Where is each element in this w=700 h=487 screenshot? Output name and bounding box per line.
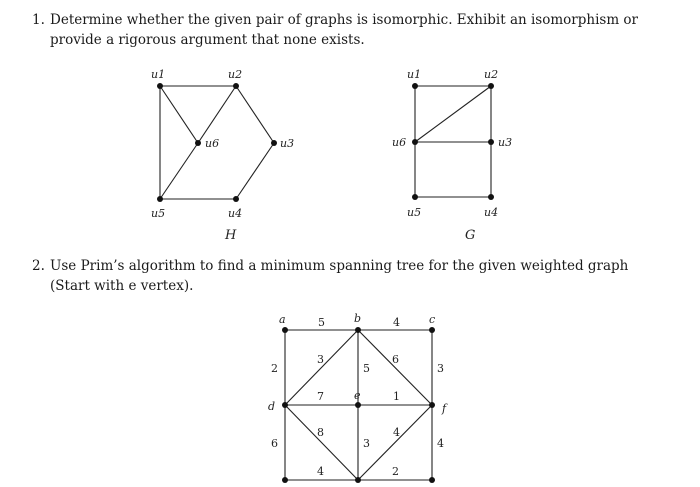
h-edge-u6-u5	[160, 143, 198, 199]
g-label-u5: u5	[407, 206, 422, 219]
problem-1-text: Determine whether the given pair of graphs is isomorphic. Exhibit an isomorphism or provide a rigorous argument that none exists.	[50, 12, 638, 48]
g-label-u6: u6	[392, 136, 407, 149]
g-label-u2: u2	[484, 68, 499, 81]
weight-f-i: 4	[437, 437, 444, 450]
graph-g	[392, 68, 512, 243]
w-vertex-bottom-middle	[355, 477, 361, 483]
w-vertex-e	[355, 402, 361, 408]
w-label-f: f	[442, 402, 447, 415]
h-edge-u2-u3	[236, 86, 274, 143]
h-edge-u6-u2	[198, 86, 236, 143]
weight-a-d: 2	[271, 362, 278, 375]
g-caption: G	[465, 228, 476, 243]
w-vertex-b	[355, 327, 361, 333]
weight-g-h: 4	[317, 465, 324, 478]
w-label-e: e	[354, 389, 361, 402]
g-vertex-u3	[488, 139, 494, 145]
weight-e-h: 3	[363, 437, 370, 450]
weight-b-c: 4	[393, 316, 400, 329]
w-label-c: c	[429, 313, 436, 326]
problem-2-text: Use Prim’s algorithm to find a minimum spanning tree for the given weighted graph (Start with e vertex).	[50, 258, 629, 294]
weight-d-h: 8	[317, 426, 324, 439]
h-vertex-u4	[233, 196, 239, 202]
w-vertex-bottom-left	[282, 477, 288, 483]
weight-c-f: 3	[437, 362, 444, 375]
h-edge-u1-u6	[160, 86, 198, 143]
problem-2-number: 2.	[32, 258, 45, 274]
h-label-u4: u4	[228, 207, 243, 220]
g-label-u3: u3	[498, 136, 513, 149]
weight-a-b: 5	[318, 316, 325, 329]
weight-d-e: 7	[317, 390, 324, 403]
h-vertex-u6	[195, 140, 201, 146]
g-vertex-u4	[488, 194, 494, 200]
h-label-u1: u1	[151, 68, 166, 81]
g-label-u1: u1	[407, 68, 422, 81]
w-label-d: d	[268, 400, 276, 413]
weight-d-b: 3	[317, 353, 324, 366]
g-label-u4: u4	[484, 206, 499, 219]
h-vertex-u1	[157, 83, 163, 89]
weight-h-f: 4	[393, 426, 400, 439]
h-vertex-u5	[157, 196, 163, 202]
weight-e-f: 1	[393, 390, 400, 403]
w-vertex-c	[429, 327, 435, 333]
problem-1-number: 1.	[32, 12, 45, 28]
w-label-b: b	[354, 312, 362, 325]
weighted-graph	[268, 312, 448, 483]
h-vertex-u2	[233, 83, 239, 89]
h-label-u2: u2	[228, 68, 243, 81]
h-edge-u3-u4	[236, 143, 274, 199]
weight-b-e: 5	[363, 362, 370, 375]
weight-h-i: 2	[392, 465, 399, 478]
g-edge-u6-u2	[415, 86, 491, 142]
h-label-u5: u5	[151, 207, 166, 220]
h-caption: H	[225, 228, 237, 243]
g-vertex-u5	[412, 194, 418, 200]
g-vertex-u6	[412, 139, 418, 145]
h-label-u3: u3	[280, 137, 295, 150]
graph-h	[151, 68, 294, 243]
h-vertex-u3	[271, 140, 277, 146]
w-label-a: a	[279, 313, 286, 326]
w-vertex-d	[282, 402, 288, 408]
g-vertex-u2	[488, 83, 494, 89]
w-vertex-f	[429, 402, 435, 408]
weight-d-g: 6	[271, 437, 278, 450]
w-vertex-a	[282, 327, 288, 333]
weight-b-f: 6	[392, 353, 399, 366]
w-vertex-bottom-right	[429, 477, 435, 483]
g-vertex-u1	[412, 83, 418, 89]
h-label-u6: u6	[205, 137, 220, 150]
